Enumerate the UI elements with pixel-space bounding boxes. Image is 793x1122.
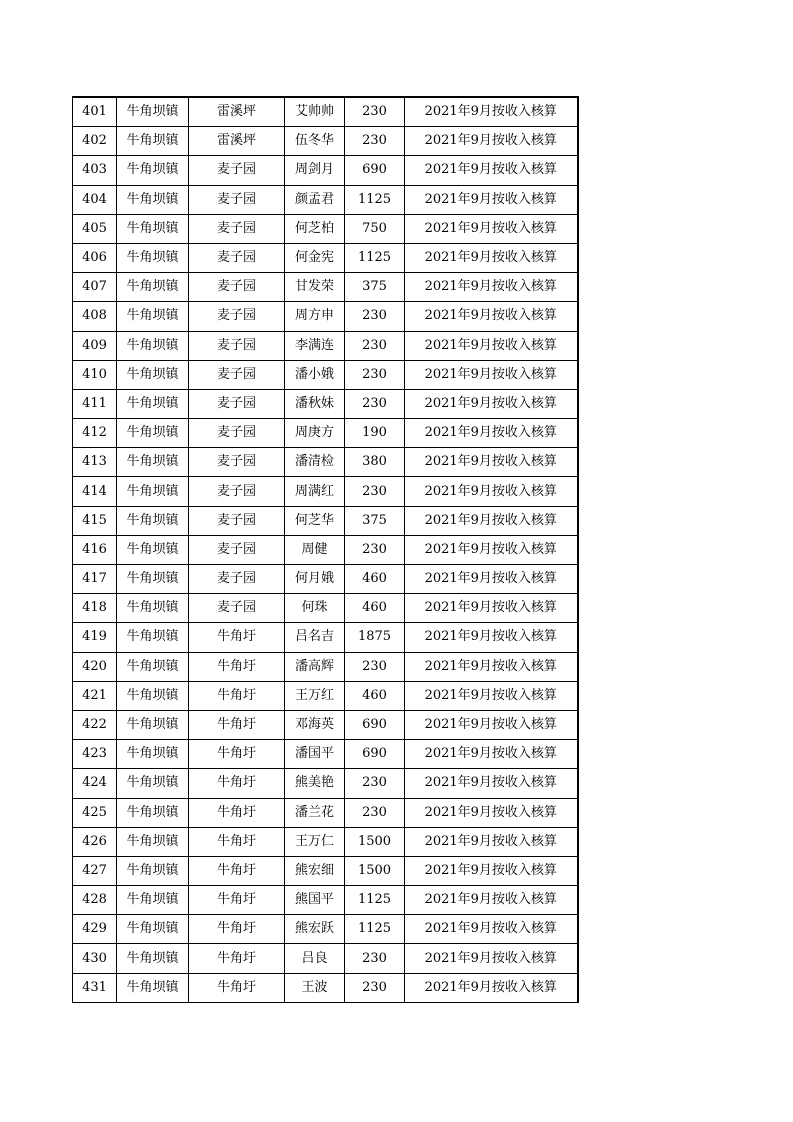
table-row [73,419,578,448]
note-cell: 2021年9月按收入核算 [405,944,578,973]
town-cell: 牛角坝镇 [117,214,189,243]
name-cell: 潘清检 [285,448,345,477]
serial-number-cell: 431 [73,973,117,1002]
town-cell: 牛角坝镇 [117,448,189,477]
serial-number-cell: 430 [73,944,117,973]
note-cell: 2021年9月按收入核算 [405,302,578,331]
town-cell: 牛角坝镇 [117,97,189,127]
village-cell: 牛角圩 [189,623,285,652]
amount-cell: 1125 [345,243,405,272]
amount-cell: 230 [345,535,405,564]
town-cell: 牛角坝镇 [117,185,189,214]
town-cell: 牛角坝镇 [117,973,189,1002]
town-cell: 牛角坝镇 [117,360,189,389]
note-cell: 2021年9月按收入核算 [405,535,578,564]
table-row [73,886,578,915]
serial-number-cell: 415 [73,506,117,535]
serial-number-cell: 401 [73,97,117,127]
name-cell: 周庚方 [285,419,345,448]
name-cell: 熊宏跃 [285,915,345,944]
table-row [73,710,578,739]
note-cell: 2021年9月按收入核算 [405,448,578,477]
serial-number-cell: 417 [73,565,117,594]
note-cell: 2021年9月按收入核算 [405,185,578,214]
name-cell: 熊美艳 [285,769,345,798]
serial-number-cell: 404 [73,185,117,214]
serial-number-cell: 405 [73,214,117,243]
note-cell: 2021年9月按收入核算 [405,594,578,623]
amount-cell: 380 [345,448,405,477]
amount-cell: 230 [345,477,405,506]
village-cell: 牛角圩 [189,769,285,798]
village-cell: 麦子园 [189,477,285,506]
village-cell: 牛角圩 [189,710,285,739]
amount-cell: 230 [345,389,405,418]
table-row [73,360,578,389]
serial-number-cell: 419 [73,623,117,652]
serial-number-cell: 409 [73,331,117,360]
village-cell: 牛角圩 [189,886,285,915]
table-row [73,389,578,418]
serial-number-cell: 406 [73,243,117,272]
note-cell: 2021年9月按收入核算 [405,769,578,798]
table-row [73,652,578,681]
name-cell: 邓海英 [285,710,345,739]
note-cell: 2021年9月按收入核算 [405,214,578,243]
note-cell: 2021年9月按收入核算 [405,506,578,535]
serial-number-cell: 402 [73,127,117,156]
table-row [73,302,578,331]
amount-cell: 230 [345,973,405,1002]
town-cell: 牛角坝镇 [117,944,189,973]
note-cell: 2021年9月按收入核算 [405,243,578,272]
serial-number-cell: 423 [73,740,117,769]
amount-cell: 230 [345,944,405,973]
amount-cell: 1500 [345,856,405,885]
table-row [73,827,578,856]
village-cell: 麦子园 [189,302,285,331]
town-cell: 牛角坝镇 [117,710,189,739]
amount-cell: 190 [345,419,405,448]
amount-cell: 230 [345,302,405,331]
table-row [73,448,578,477]
name-cell: 周健 [285,535,345,564]
village-cell: 牛角圩 [189,973,285,1002]
village-cell: 牛角圩 [189,827,285,856]
table-row [73,769,578,798]
serial-number-cell: 425 [73,798,117,827]
note-cell: 2021年9月按收入核算 [405,886,578,915]
serial-number-cell: 420 [73,652,117,681]
town-cell: 牛角坝镇 [117,419,189,448]
amount-cell: 460 [345,565,405,594]
name-cell: 潘小娥 [285,360,345,389]
table-row [73,973,578,1002]
table-row [73,273,578,302]
amount-cell: 230 [345,127,405,156]
serial-number-cell: 418 [73,594,117,623]
town-cell: 牛角坝镇 [117,535,189,564]
note-cell: 2021年9月按收入核算 [405,419,578,448]
name-cell: 周剑月 [285,156,345,185]
table-row [73,214,578,243]
town-cell: 牛角坝镇 [117,856,189,885]
village-cell: 麦子园 [189,243,285,272]
serial-number-cell: 413 [73,448,117,477]
table-row [73,681,578,710]
amount-cell: 375 [345,506,405,535]
name-cell: 熊国平 [285,886,345,915]
village-cell: 牛角圩 [189,856,285,885]
name-cell: 何芝华 [285,506,345,535]
town-cell: 牛角坝镇 [117,740,189,769]
name-cell: 何珠 [285,594,345,623]
name-cell: 周满红 [285,477,345,506]
town-cell: 牛角坝镇 [117,273,189,302]
table-row [73,185,578,214]
town-cell: 牛角坝镇 [117,331,189,360]
name-cell: 王万仁 [285,827,345,856]
table-row [73,565,578,594]
note-cell: 2021年9月按收入核算 [405,827,578,856]
town-cell: 牛角坝镇 [117,477,189,506]
table-row [73,594,578,623]
note-cell: 2021年9月按收入核算 [405,127,578,156]
amount-cell: 1875 [345,623,405,652]
serial-number-cell: 411 [73,389,117,418]
village-cell: 麦子园 [189,565,285,594]
town-cell: 牛角坝镇 [117,594,189,623]
serial-number-cell: 408 [73,302,117,331]
amount-cell: 1125 [345,886,405,915]
table-row [73,856,578,885]
name-cell: 吕名吉 [285,623,345,652]
serial-number-cell: 424 [73,769,117,798]
note-cell: 2021年9月按收入核算 [405,915,578,944]
serial-number-cell: 403 [73,156,117,185]
village-cell: 牛角圩 [189,915,285,944]
amount-cell: 690 [345,740,405,769]
table-row [73,798,578,827]
note-cell: 2021年9月按收入核算 [405,973,578,1002]
amount-cell: 230 [345,331,405,360]
table-row [73,944,578,973]
serial-number-cell: 428 [73,886,117,915]
village-cell: 麦子园 [189,214,285,243]
note-cell: 2021年9月按收入核算 [405,623,578,652]
name-cell: 伍冬华 [285,127,345,156]
serial-number-cell: 410 [73,360,117,389]
town-cell: 牛角坝镇 [117,302,189,331]
town-cell: 牛角坝镇 [117,827,189,856]
serial-number-cell: 416 [73,535,117,564]
serial-number-cell: 414 [73,477,117,506]
table-row [73,740,578,769]
village-cell: 麦子园 [189,360,285,389]
village-cell: 麦子园 [189,185,285,214]
serial-number-cell: 422 [73,710,117,739]
note-cell: 2021年9月按收入核算 [405,798,578,827]
town-cell: 牛角坝镇 [117,389,189,418]
note-cell: 2021年9月按收入核算 [405,360,578,389]
amount-cell: 690 [345,710,405,739]
note-cell: 2021年9月按收入核算 [405,710,578,739]
amount-cell: 1125 [345,185,405,214]
note-cell: 2021年9月按收入核算 [405,565,578,594]
note-cell: 2021年9月按收入核算 [405,97,578,127]
amount-cell: 690 [345,156,405,185]
amount-cell: 750 [345,214,405,243]
town-cell: 牛角坝镇 [117,681,189,710]
village-cell: 麦子园 [189,535,285,564]
village-cell: 牛角圩 [189,740,285,769]
village-cell: 麦子园 [189,419,285,448]
note-cell: 2021年9月按收入核算 [405,652,578,681]
village-cell: 麦子园 [189,156,285,185]
table-row [73,331,578,360]
town-cell: 牛角坝镇 [117,915,189,944]
name-cell: 熊宏细 [285,856,345,885]
name-cell: 潘国平 [285,740,345,769]
amount-cell: 375 [345,273,405,302]
town-cell: 牛角坝镇 [117,769,189,798]
note-cell: 2021年9月按收入核算 [405,477,578,506]
table-row [73,477,578,506]
amount-cell: 230 [345,360,405,389]
name-cell: 何月娥 [285,565,345,594]
records-table-body [73,97,578,1002]
amount-cell: 230 [345,769,405,798]
name-cell: 甘发荣 [285,273,345,302]
name-cell: 潘高辉 [285,652,345,681]
note-cell: 2021年9月按收入核算 [405,156,578,185]
name-cell: 周方申 [285,302,345,331]
table-row [73,623,578,652]
amount-cell: 230 [345,652,405,681]
amount-cell: 1500 [345,827,405,856]
town-cell: 牛角坝镇 [117,652,189,681]
note-cell: 2021年9月按收入核算 [405,331,578,360]
village-cell: 麦子园 [189,448,285,477]
town-cell: 牛角坝镇 [117,243,189,272]
amount-cell: 1125 [345,915,405,944]
amount-cell: 460 [345,681,405,710]
village-cell: 牛角圩 [189,798,285,827]
table-row [73,97,578,127]
village-cell: 牛角圩 [189,944,285,973]
table-row [73,535,578,564]
name-cell: 王波 [285,973,345,1002]
table-row [73,243,578,272]
village-cell: 牛角圩 [189,652,285,681]
village-cell: 麦子园 [189,273,285,302]
table-row [73,156,578,185]
amount-cell: 230 [345,97,405,127]
table-row [73,506,578,535]
note-cell: 2021年9月按收入核算 [405,681,578,710]
village-cell: 麦子园 [189,331,285,360]
village-cell: 麦子园 [189,506,285,535]
town-cell: 牛角坝镇 [117,506,189,535]
note-cell: 2021年9月按收入核算 [405,273,578,302]
amount-cell: 460 [345,594,405,623]
name-cell: 何芝柏 [285,214,345,243]
town-cell: 牛角坝镇 [117,623,189,652]
town-cell: 牛角坝镇 [117,798,189,827]
village-cell: 麦子园 [189,594,285,623]
name-cell: 潘兰花 [285,798,345,827]
records-table [72,96,579,1003]
serial-number-cell: 426 [73,827,117,856]
table-row [73,127,578,156]
note-cell: 2021年9月按收入核算 [405,389,578,418]
serial-number-cell: 421 [73,681,117,710]
village-cell: 麦子园 [189,389,285,418]
serial-number-cell: 429 [73,915,117,944]
village-cell: 牛角圩 [189,681,285,710]
table-row [73,915,578,944]
name-cell: 王万红 [285,681,345,710]
serial-number-cell: 412 [73,419,117,448]
town-cell: 牛角坝镇 [117,127,189,156]
name-cell: 潘秋妹 [285,389,345,418]
serial-number-cell: 407 [73,273,117,302]
town-cell: 牛角坝镇 [117,565,189,594]
name-cell: 颜孟君 [285,185,345,214]
note-cell: 2021年9月按收入核算 [405,856,578,885]
serial-number-cell: 427 [73,856,117,885]
name-cell: 艾帅帅 [285,97,345,127]
village-cell: 雷溪坪 [189,97,285,127]
name-cell: 何金宪 [285,243,345,272]
village-cell: 雷溪坪 [189,127,285,156]
town-cell: 牛角坝镇 [117,156,189,185]
town-cell: 牛角坝镇 [117,886,189,915]
note-cell: 2021年9月按收入核算 [405,740,578,769]
name-cell: 李满连 [285,331,345,360]
name-cell: 吕良 [285,944,345,973]
amount-cell: 230 [345,798,405,827]
